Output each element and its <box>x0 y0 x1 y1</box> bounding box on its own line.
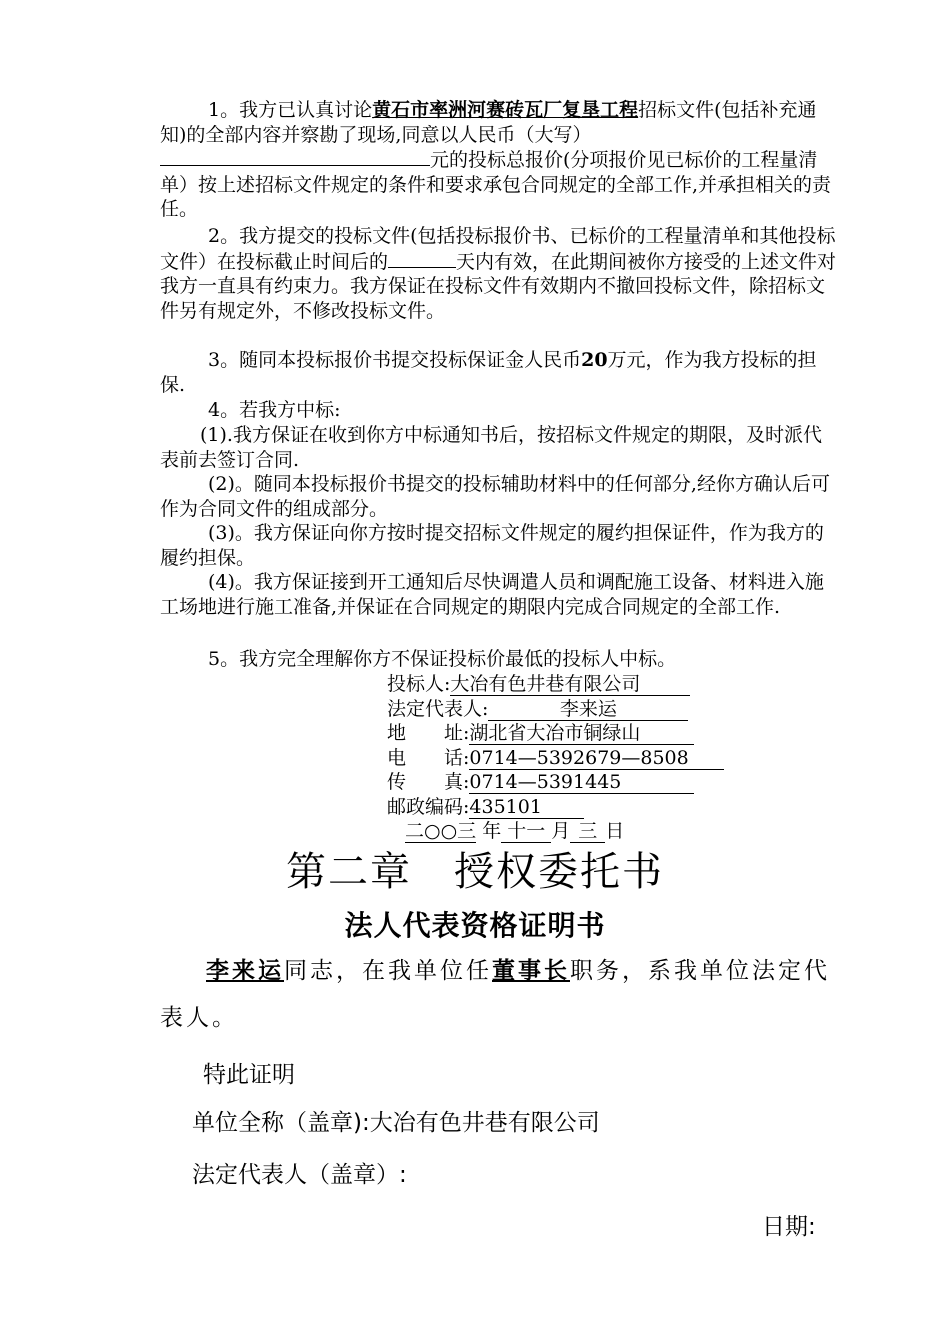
unit-name-line <box>192 1104 600 1137</box>
fax-row <box>387 770 807 795</box>
project-name: 黄石市率洲河赛砖瓦厂复垦工程 <box>372 99 639 121</box>
date-year-unit: 年 <box>482 820 502 842</box>
date-day-unit: 日 <box>605 820 625 842</box>
certificate-title: 法人代表资格证明书 <box>344 909 606 942</box>
legal-rep-seal-line: 法定代表人（盖章）: <box>192 1162 407 1188</box>
unit-name-label: 单位全称（盖章): <box>192 1110 370 1136</box>
paragraph-5: 5。我方完全理解你方不保证投标价最低的投标人中标。 <box>208 648 677 670</box>
certificate-text-b: 职务，系我单位法定代表人。 <box>160 958 830 1031</box>
date-row <box>387 819 807 844</box>
certificate-body <box>160 948 840 1042</box>
paragraph-3 <box>160 348 840 397</box>
paragraph-3-lead: 3。随同本投标报价书提交投标保证金人民币 <box>208 349 582 371</box>
paragraph-2 <box>160 224 840 323</box>
paragraph-3-tail: 万元，作为我方投标的担保. <box>160 349 817 396</box>
paragraph-4: 4。若我方中标: <box>208 399 341 421</box>
paragraph-2-lead: 2。我方提交的投标文件(包括投标报价书、已标价的工程量清单和其他投标文件）在投标截止时间后的 <box>160 225 836 273</box>
validity-days-blank <box>388 249 456 268</box>
representative-position: 董事长 <box>492 958 570 984</box>
phone-row <box>387 746 807 771</box>
date-month-unit: 月 <box>551 820 571 842</box>
phone-value: 0714—5392679—8508 <box>469 747 724 770</box>
date-day: 三 <box>570 820 605 843</box>
legal-rep-label: 法定代表人: <box>387 697 489 720</box>
date-label: 日期: <box>762 1214 816 1240</box>
certificate-text-a: 同志，在我单位任 <box>284 958 492 984</box>
bidder-info <box>387 672 807 844</box>
legal-rep-value: 李来运 <box>488 698 688 721</box>
bidder-name-row <box>387 672 807 697</box>
zip-value: 435101 <box>469 796 584 819</box>
address-value: 湖北省大冶市铜绿山 <box>469 722 694 745</box>
date-year: 二○○三 <box>405 820 477 842</box>
bidder-name-label: 投标人: <box>387 673 451 695</box>
paragraph-4-1: (1).我方保证在收到你方中标通知书后，按招标文件规定的期限，及时派代表前去签订合同. <box>160 424 822 471</box>
paragraph-1-number: 1。 <box>208 99 240 121</box>
paragraph-1-middle: 招标文件(包括补充通知)的全部内容并察勘了现场,同意以人民币（大写） <box>160 99 817 146</box>
paragraph-1-lead: 我方已认真讨论 <box>239 99 373 121</box>
paragraph-2-tail: 天内有效，在此期间被你方接受的上述文件对我方一直具有约束力。我方保证在投标文件有效期内不撤回投标文件，除招标文件另有规定外，不修改投标文件。 <box>160 250 837 322</box>
amount-blank <box>160 147 430 166</box>
paragraph-4-2: (2)。随同本投标报价书提交的投标辅助材料中的任何部分,经你方确认后可作为合同文件的组成部分。 <box>160 473 830 520</box>
hereby-certify: 特此证明 <box>203 1062 295 1088</box>
fax-label: 传 真: <box>387 771 470 793</box>
unit-name-value: 大冶有色井巷有限公司 <box>369 1110 600 1136</box>
zip-row <box>387 795 807 820</box>
deposit-amount: 20 <box>581 349 608 371</box>
zip-label: 邮政编码: <box>387 795 470 818</box>
chapter-title: 第二章 授权委托书 <box>286 849 664 895</box>
phone-label: 电 话: <box>387 746 470 769</box>
paragraph-1-tail: 元的投标总报价(分项报价见已标价的工程量清单）按上述招标文件规定的条件和要求承包合同规定的全部工作,并承担相关的责任。 <box>160 149 832 220</box>
paragraph-1 <box>160 98 840 222</box>
representative-name: 李来运 <box>206 958 284 984</box>
legal-rep-row <box>387 697 807 722</box>
paragraph-4-3: (3)。我方保证向你方按时提交招标文件规定的履约担保证件，作为我方的履约担保。 <box>160 522 824 569</box>
address-row <box>387 721 807 746</box>
fax-value: 0714—5391445 <box>469 771 694 794</box>
address-label: 地 址: <box>387 722 470 744</box>
date-month: 十一 <box>501 820 551 843</box>
paragraph-4-4: (4)。我方保证接到开工通知后尽快调遣人员和调配施工设备、材料进入施工场地进行施工准备,并保证在合同规定的期限内完成合同规定的全部工作. <box>160 571 824 618</box>
bidder-name-value: 大冶有色井巷有限公司 <box>450 673 690 696</box>
